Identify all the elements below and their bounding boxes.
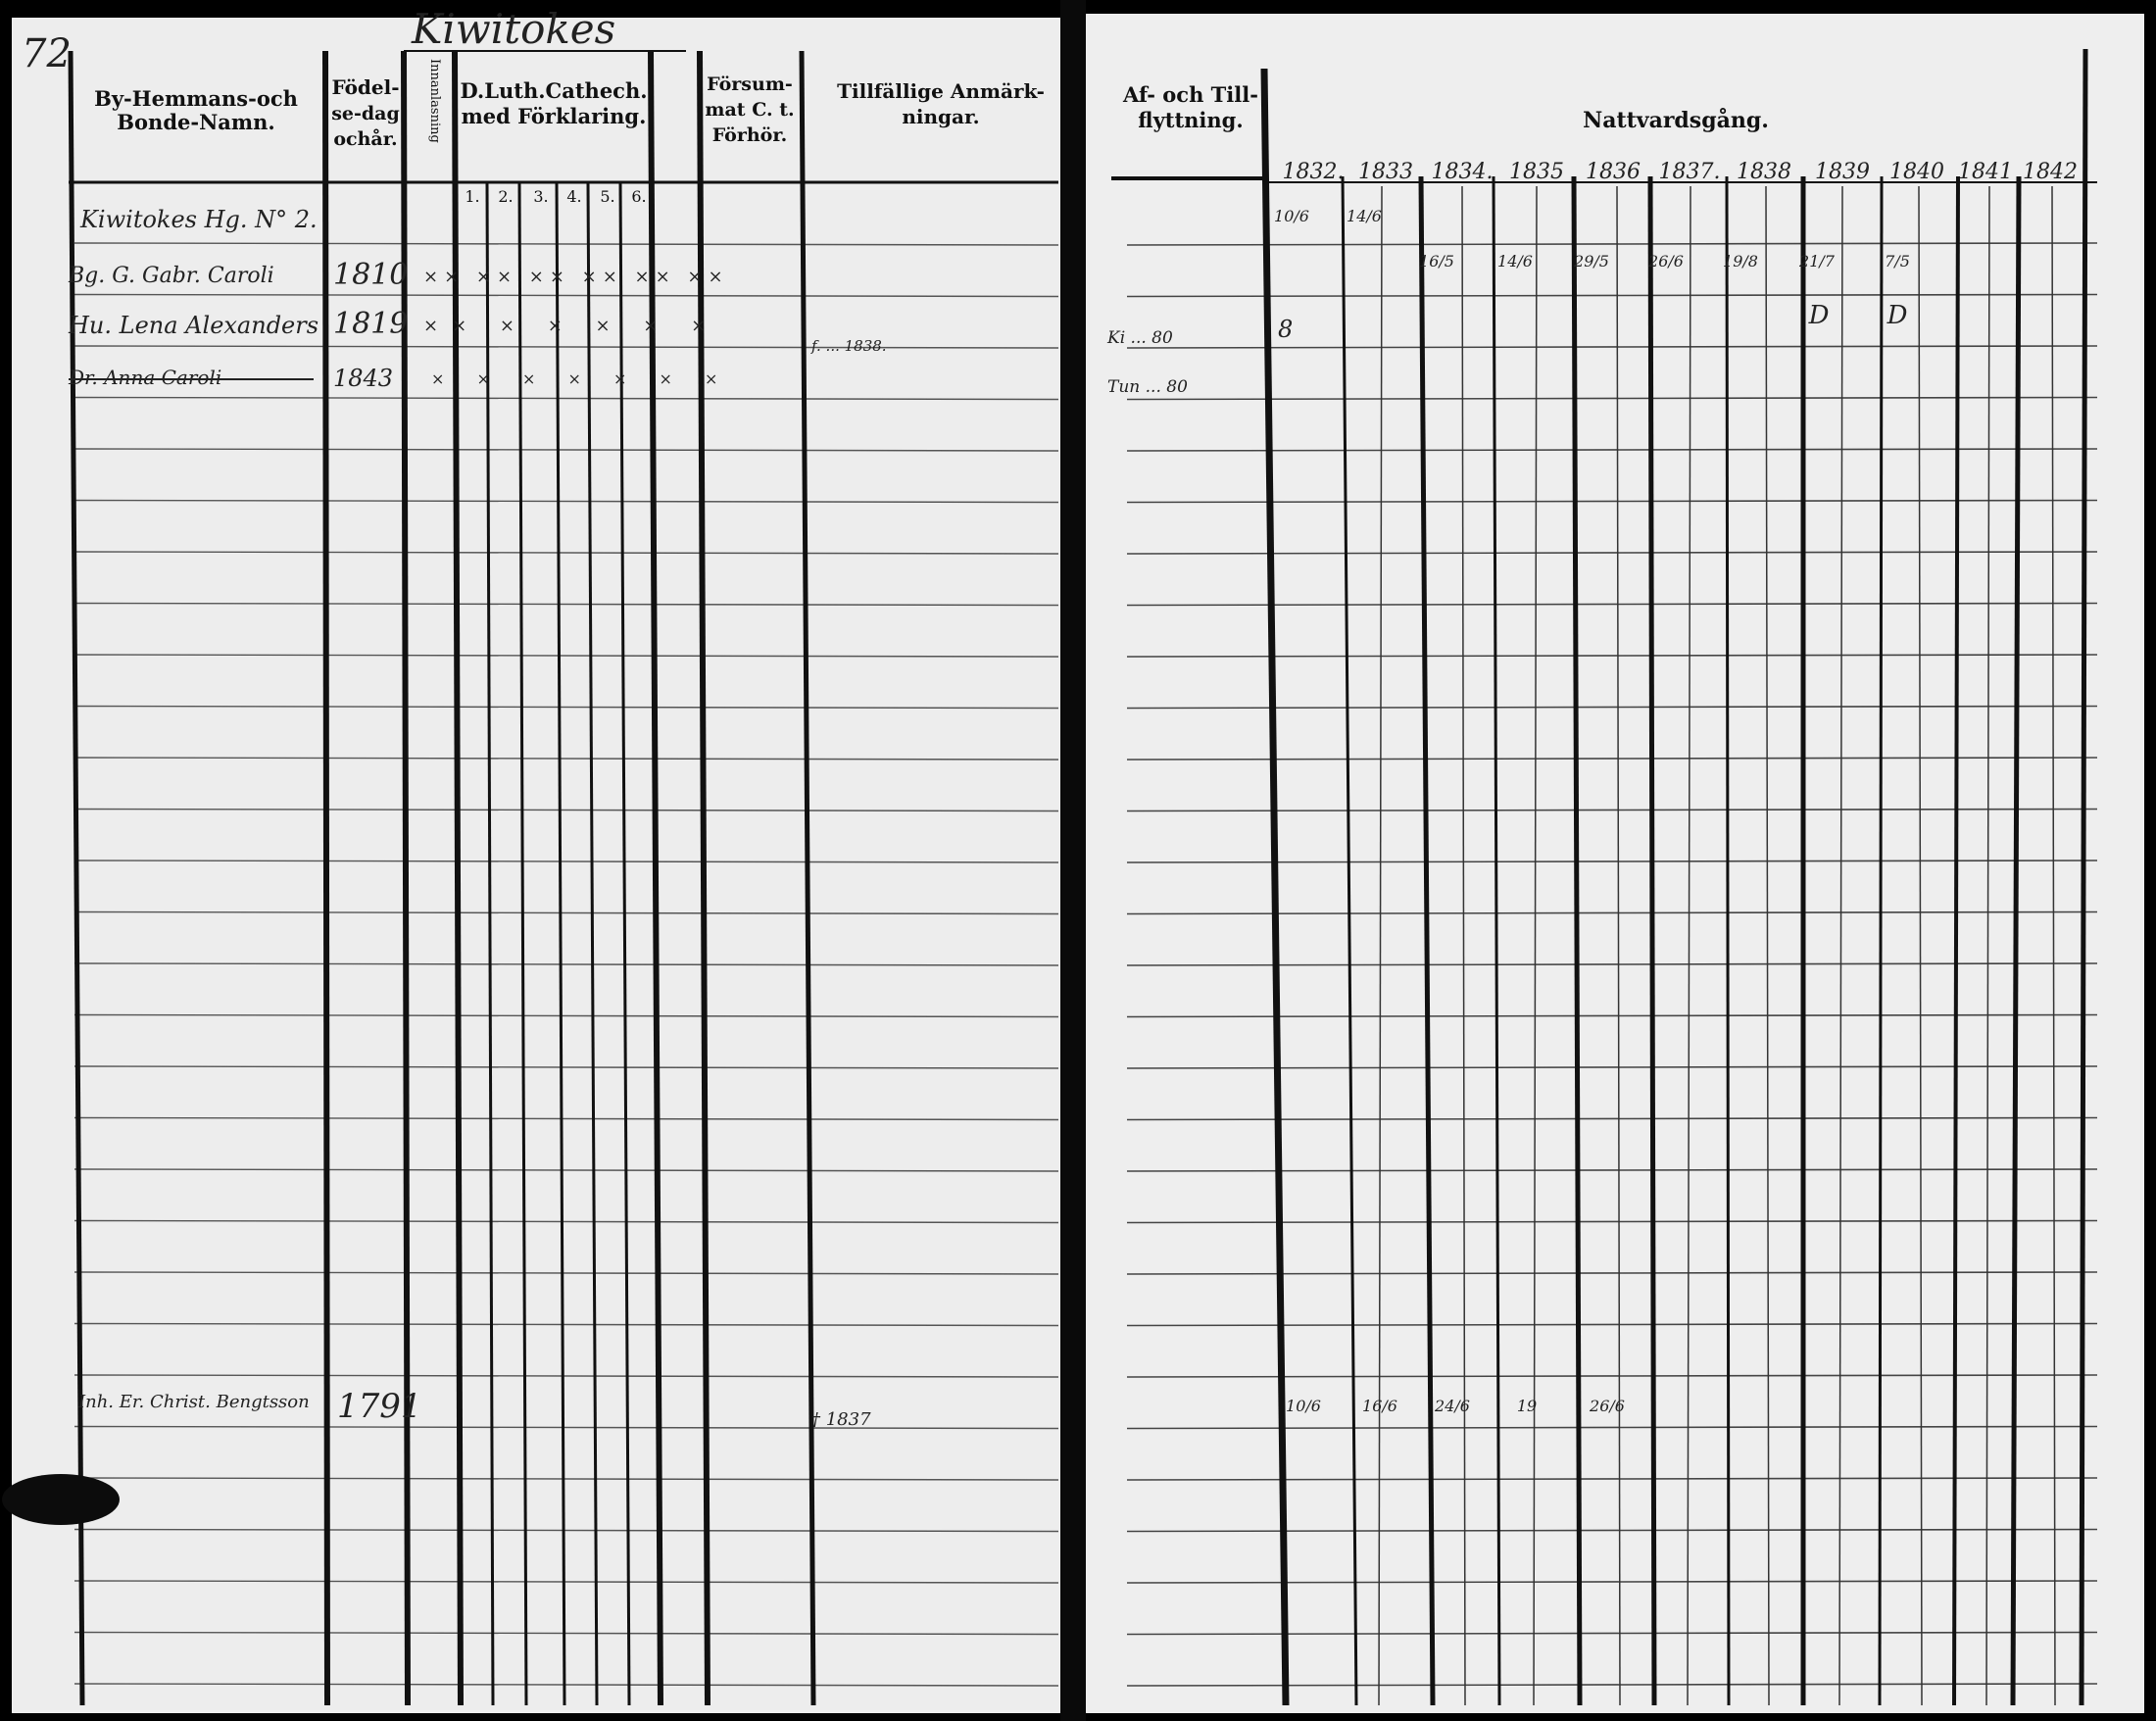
year-label: 1841 — [1958, 160, 2013, 184]
catechism-number: 6. — [631, 187, 647, 206]
communion-mark: D — [1886, 301, 1908, 330]
entry-row3-birth: 1843 — [333, 365, 394, 392]
communion-date: 16/6 — [1362, 1397, 1397, 1415]
year-labels — [1283, 160, 2078, 184]
entry-row1-birth: 1810 — [333, 258, 409, 292]
catechism-number: 4. — [566, 187, 582, 206]
entry-row1-name: Bg. G. Gabr. Caroli — [69, 264, 274, 288]
birth-column-header-2: se-dag — [331, 103, 400, 124]
year-label: 1836 — [1586, 160, 1641, 184]
communion-date: 19/8 — [1723, 252, 1758, 270]
entry-row2-comm-first: 8 — [1278, 316, 1294, 343]
notes-header: Tillfällige Anmärk- — [837, 79, 1045, 103]
year-label: 1832. — [1282, 160, 1345, 184]
entry-row3-name: Dr. Anna Caroli — [69, 366, 222, 389]
right-page — [1086, 14, 2144, 1713]
catechism-header-2: med Förklaring. — [461, 104, 647, 128]
neglect-header-2: mat C. t. — [705, 99, 795, 121]
catechism-number: 2. — [498, 187, 514, 206]
neglect-header: Försum- — [707, 74, 793, 95]
birth-column-header-3: ochår. — [333, 128, 398, 150]
entry-row3-marks: × × × × × × × — [431, 369, 732, 388]
entry-row3-move: Tun ... 80 — [1107, 377, 1188, 397]
thumb-smudge — [2, 1474, 120, 1525]
page-number: 72 — [22, 31, 72, 76]
lower-entry-note: † 1837 — [811, 1409, 871, 1430]
communion-date: 7/5 — [1885, 252, 1910, 270]
communion-date: 29/5 — [1574, 252, 1609, 270]
migration-header: Af- och Till- — [1123, 82, 1258, 107]
communion-date: 10/6 — [1274, 207, 1309, 225]
communion-date: 26/6 — [1590, 1397, 1625, 1415]
entry-row2-birth: 1819 — [333, 307, 409, 341]
name-column-header: By-Hemmans-och — [94, 86, 298, 111]
communion-date: 14/6 — [1347, 207, 1382, 225]
catechism-number: 5. — [600, 187, 615, 206]
year-label: 1839 — [1815, 160, 1870, 184]
lower-entry-name: Inh. Er. Christ. Bengtsson — [78, 1392, 310, 1412]
entry-row2-note: f. ... 1838. — [811, 337, 887, 355]
year-label: 1833 — [1358, 160, 1413, 184]
name-column-header-2: Bonde-Namn. — [117, 110, 275, 134]
communion-mark: D — [1808, 301, 1830, 330]
year-label: 1838 — [1737, 160, 1791, 184]
birth-column-header: Födel- — [331, 75, 400, 99]
communion-date: 24/6 — [1435, 1397, 1470, 1415]
year-label: 1834. — [1431, 160, 1494, 184]
notes-header-2: ningar. — [902, 105, 980, 128]
catechism-number: 1. — [465, 187, 480, 206]
communion-header: Nattvardsgång. — [1583, 108, 1769, 133]
entry-row2-marks: ×× × × × × × — [423, 316, 720, 336]
communion-date: 14/6 — [1497, 252, 1533, 270]
communion-date: 19 — [1516, 1397, 1538, 1415]
entry-row1-marks: ×× ×× ×× ×× ×× ×× — [423, 267, 729, 287]
homestead-entry: Kiwitokes Hg. N° 2. — [80, 206, 318, 233]
communion-date: 16/5 — [1419, 252, 1454, 270]
year-label: 1835 — [1509, 160, 1564, 184]
neglect-header-3: Förhör. — [711, 124, 788, 146]
book-gutter — [1060, 0, 1086, 1721]
place-title: Kiwitokes — [412, 5, 616, 53]
communion-date: 26/6 — [1648, 252, 1684, 270]
year-label: 1837. — [1658, 160, 1721, 184]
communion-date: 21/7 — [1799, 252, 1835, 270]
catechism-header: D.Luth.Cathech. — [460, 78, 648, 103]
entry-row2-move: Ki ... 80 — [1107, 328, 1173, 348]
year-label: 1842 — [2023, 160, 2078, 184]
reading-column-header: Innanlasning — [427, 59, 442, 143]
catechism-number: 3. — [533, 187, 549, 206]
entry-row2-name: Hu. Lena Alexanders — [69, 312, 319, 339]
migration-header-2: flyttning. — [1138, 108, 1244, 132]
year-label: 1840 — [1889, 160, 1944, 184]
lower-entry-birth: 1791 — [337, 1387, 422, 1426]
communion-date: 10/6 — [1286, 1397, 1321, 1415]
